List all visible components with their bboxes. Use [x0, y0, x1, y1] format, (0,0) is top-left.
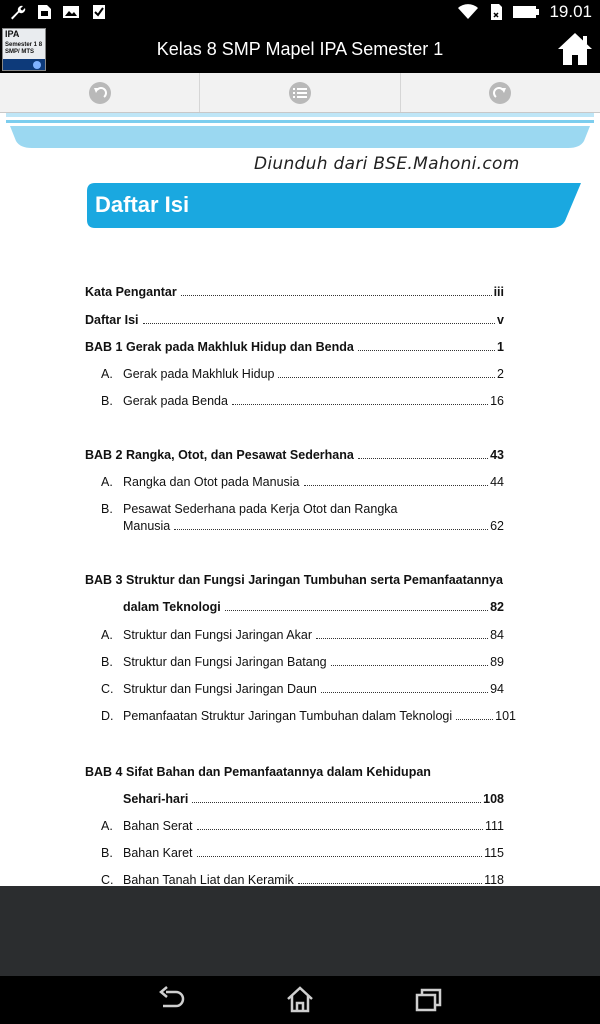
recents-icon — [413, 986, 443, 1014]
toc-entry[interactable] — [85, 872, 504, 886]
toc-entry[interactable] — [123, 599, 504, 615]
undo-button[interactable] — [0, 73, 200, 112]
toc-entry-page: 101 — [495, 709, 516, 723]
toc-entry[interactable] — [85, 501, 504, 517]
toc-entry[interactable] — [85, 339, 504, 355]
wrench-icon — [8, 3, 26, 21]
battery-icon — [513, 5, 539, 19]
toc-entry[interactable] — [123, 791, 504, 807]
page-banner-decoration — [6, 113, 594, 149]
toc-entry[interactable] — [85, 284, 504, 300]
toc-entry-page: 62 — [490, 519, 504, 533]
toc-entry-page: 82 — [490, 600, 504, 614]
toc-entry-letter: D. — [101, 709, 114, 723]
home-icon — [556, 30, 594, 68]
toc-entry-title: Pesawat Sederhana pada Kerja Otot dan Rangka — [123, 502, 398, 516]
toc-leader-dots — [278, 377, 495, 378]
toc-entry-title: Daftar Isi — [85, 313, 139, 327]
source-watermark: Diunduh dari BSE.Mahoni.com — [254, 154, 520, 174]
toc-entry-page: 43 — [490, 448, 504, 462]
toc-leader-dots — [456, 719, 493, 720]
toc-entry-title: Bahan Karet — [123, 846, 193, 860]
toc-leader-dots — [143, 323, 496, 324]
recents-button[interactable] — [413, 986, 443, 1014]
status-bar — [0, 0, 600, 26]
toc-entry[interactable] — [123, 518, 504, 534]
toc-entry-page: 118 — [484, 873, 504, 886]
toc-entry[interactable] — [85, 393, 504, 409]
check-icon — [90, 3, 108, 21]
image-icon — [62, 4, 80, 20]
toc-entry-title: BAB 3 Struktur dan Fungsi Jaringan Tumbuhan serta Pemanfaatannya — [85, 573, 503, 587]
toc-entry-page: 89 — [490, 655, 504, 669]
toc-entry[interactable] — [85, 708, 516, 724]
toc-entry-title: Bahan Tanah Liat dan Keramik — [123, 873, 294, 886]
app-logo-subtitle: Semester 1 8 SMP/ MTS — [5, 42, 43, 55]
toc-entry-title: BAB 2 Rangka, Otot, dan Pesawat Sederhana — [85, 448, 354, 462]
toc-leader-dots — [232, 404, 488, 405]
redo-icon — [489, 82, 511, 104]
toc-leader-dots — [192, 802, 481, 803]
toc-leader-dots — [197, 829, 483, 830]
toc-entry-title: Pemanfaatan Struktur Jaringan Tumbuhan dalam Teknologi — [123, 709, 453, 723]
toc-entry-title: Manusia — [123, 519, 171, 533]
list-button[interactable] — [200, 73, 400, 112]
toc-entry-page: v — [497, 313, 504, 327]
toc-entry-title: dalam Teknologi — [123, 600, 221, 614]
home-button[interactable] — [556, 30, 594, 68]
toc-entry-title: Gerak pada Makhluk Hidup — [123, 367, 275, 381]
toc-entry-letter: B. — [101, 394, 113, 408]
app-bar — [0, 26, 600, 73]
undo-icon — [89, 82, 111, 104]
toc-entry-title: Sehari-hari — [123, 792, 189, 806]
toc-entry-letter: A. — [101, 628, 113, 642]
toc-entry-letter: A. — [101, 819, 113, 833]
toc-entry[interactable] — [85, 845, 504, 861]
toc-entry-page: 115 — [484, 846, 504, 860]
toc-entry-page: 44 — [490, 475, 504, 489]
sim-icon — [36, 3, 52, 21]
toc-entry-title: Kata Pengantar — [85, 285, 177, 299]
empty-area — [0, 886, 600, 976]
document-page[interactable] — [0, 113, 600, 886]
toc-leader-dots — [316, 638, 488, 639]
toc-entry-letter: B. — [101, 655, 113, 669]
list-icon — [289, 82, 311, 104]
toc-entry-letter: B. — [101, 502, 113, 516]
toc-entry-letter: A. — [101, 475, 113, 489]
toc-leader-dots — [197, 856, 483, 857]
back-icon — [157, 986, 187, 1014]
toc-entry-title: Struktur dan Fungsi Jaringan Akar — [123, 628, 312, 642]
toc-leader-dots — [225, 610, 488, 611]
toc-entry[interactable] — [85, 572, 520, 588]
app-title: Kelas 8 SMP Mapel IPA Semester 1 — [156, 39, 444, 59]
toc-entry-title: Struktur dan Fungsi Jaringan Batang — [123, 655, 327, 669]
toc-leader-dots — [298, 883, 482, 884]
reader-toolbar — [0, 73, 600, 113]
toc-entry-letter: C. — [101, 682, 114, 696]
toc-entry-title: BAB 1 Gerak pada Makhluk Hidup dan Benda — [85, 340, 354, 354]
toc-leader-dots — [181, 295, 492, 296]
toc-leader-dots — [358, 350, 495, 351]
toc-entry-page: 108 — [483, 792, 504, 806]
toc-entry-letter: B. — [101, 846, 113, 860]
toc-entry[interactable] — [85, 681, 504, 697]
system-nav-bar — [0, 976, 600, 1024]
toc-entry-page: 16 — [490, 394, 504, 408]
toc-entry[interactable] — [85, 818, 504, 834]
toc-entry[interactable] — [85, 764, 504, 780]
sd-card-icon — [489, 3, 503, 21]
toc-leader-dots — [174, 529, 488, 530]
toc-entry-title: Struktur dan Fungsi Jaringan Daun — [123, 682, 317, 696]
toc-entry-letter: C. — [101, 873, 114, 886]
clock: 19.01 — [549, 2, 592, 21]
toc-entry[interactable] — [85, 654, 504, 670]
toc-entry[interactable] — [85, 474, 504, 490]
toc-entry-letter: A. — [101, 367, 113, 381]
toc-leader-dots — [358, 458, 488, 459]
toc-entry[interactable] — [85, 627, 504, 643]
section-heading: Daftar Isi — [95, 192, 190, 217]
toc-leader-dots — [331, 665, 488, 666]
redo-button[interactable] — [401, 73, 600, 112]
toc-entry-title: Bahan Serat — [123, 819, 193, 833]
toc-entry-page: 111 — [484, 819, 504, 833]
toc-leader-dots — [304, 485, 489, 486]
toc-entry-title: Rangka dan Otot pada Manusia — [123, 475, 300, 489]
toc-entry-page: iii — [493, 285, 504, 299]
toc-entry[interactable] — [85, 366, 504, 382]
home-nav-icon — [285, 986, 315, 1014]
toc-entry-page: 84 — [490, 628, 504, 642]
toc-entry-page: 2 — [497, 367, 504, 381]
toc-entry-title: BAB 4 Sifat Bahan dan Pemanfaatannya dalam Kehidupan — [85, 765, 431, 779]
toc-entry-page: 1 — [497, 340, 504, 354]
app-logo-title: IPA — [5, 29, 20, 39]
toc-entry-page: 94 — [490, 682, 504, 696]
toc-leader-dots — [321, 692, 488, 693]
toc-entry[interactable] — [85, 312, 504, 328]
toc-entry[interactable] — [85, 447, 504, 463]
back-button[interactable] — [157, 986, 187, 1014]
toc-entry-title: Gerak pada Benda — [123, 394, 228, 408]
home-nav-button[interactable] — [285, 986, 315, 1014]
wifi-icon — [457, 3, 479, 21]
